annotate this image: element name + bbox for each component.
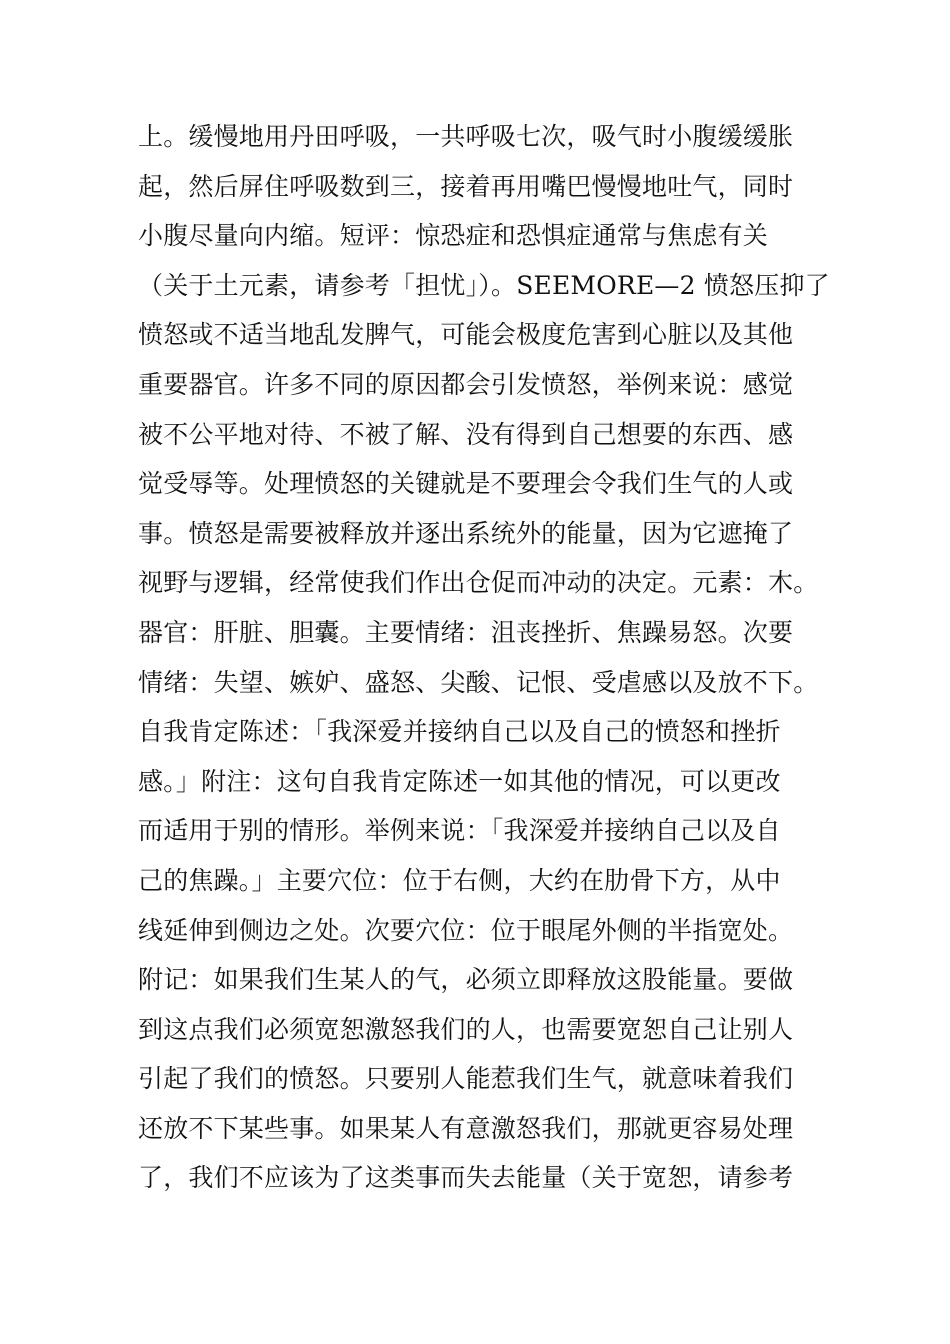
- text-line: 而适用于别的情形。举例来说：「我深爱并接纳自己以及自: [138, 816, 781, 846]
- text-line: 引起了我们的愤怒。只要别人能惹我们生气，就意味着我们: [138, 1064, 794, 1094]
- text-line: 愤怒或不适当地乱发脾气，可能会极度危害到心脏以及其他: [138, 320, 794, 350]
- text-line: 起，然后屏住呼吸数到三，接着再用嘴巴慢慢地吐气，同时: [138, 171, 794, 201]
- text-line: 到这点我们必须宽恕激怒我们的人，也需要宽恕自己让别人: [138, 1014, 794, 1044]
- text-line: 己的焦躁。」主要穴位：位于右侧，大约在肋骨下方，从中: [138, 865, 781, 895]
- text-line: 自我肯定陈述：「我深爱并接纳自己以及自己的愤怒和挫折: [138, 717, 781, 747]
- text-line: 被不公平地对待、不被了解、没有得到自己想要的东西、感: [138, 419, 794, 449]
- text-line: 线延伸到侧边之处。次要穴位：位于眼尾外侧的半指宽处。: [138, 915, 794, 945]
- text-line: 了，我们不应该为了这类事而失去能量（关于宽恕，请参考: [138, 1163, 794, 1193]
- text-line: 小腹尽量向内缩。短评：惊恐症和恐惧症通常与焦虑有关: [138, 221, 769, 251]
- text-line: 事。愤怒是需要被释放并逐出系统外的能量，因为它遮掩了: [138, 518, 794, 548]
- text-line: 重要器官。许多不同的原因都会引发愤怒，举例来说：感觉: [138, 369, 794, 399]
- text-line: 情绪：失望、嫉妒、盛怒、尖酸、记恨、受虐感以及放不下。: [138, 667, 819, 697]
- text-line: 器官：肝脏、胆囊。主要情绪：沮丧挫折、焦躁易怒。次要: [138, 617, 794, 647]
- body-text: [138, 112, 828, 1203]
- text-line: 附记：如果我们生某人的气，必须立即释放这股能量。要做: [138, 965, 794, 995]
- text-line: 感。」附注：这句自我肯定陈述一如其他的情况，可以更改: [138, 766, 781, 796]
- text-line: （关于土元素，请参考「担忧」）。SEEMORE—2 愤怒压抑了: [138, 270, 830, 300]
- text-line: 上。缓慢地用丹田呼吸，一共呼吸七次，吸气时小腹缓缓胀: [138, 122, 794, 151]
- text-line: 还放不下某些事。如果某人有意激怒我们，那就更容易处理: [138, 1113, 794, 1143]
- text-line: 视野与逻辑，经常使我们作出仓促而冲动的决定。元素：木。: [138, 568, 819, 598]
- text-line: 觉受辱等。处理愤怒的关键就是不要理会令我们生气的人或: [138, 469, 794, 499]
